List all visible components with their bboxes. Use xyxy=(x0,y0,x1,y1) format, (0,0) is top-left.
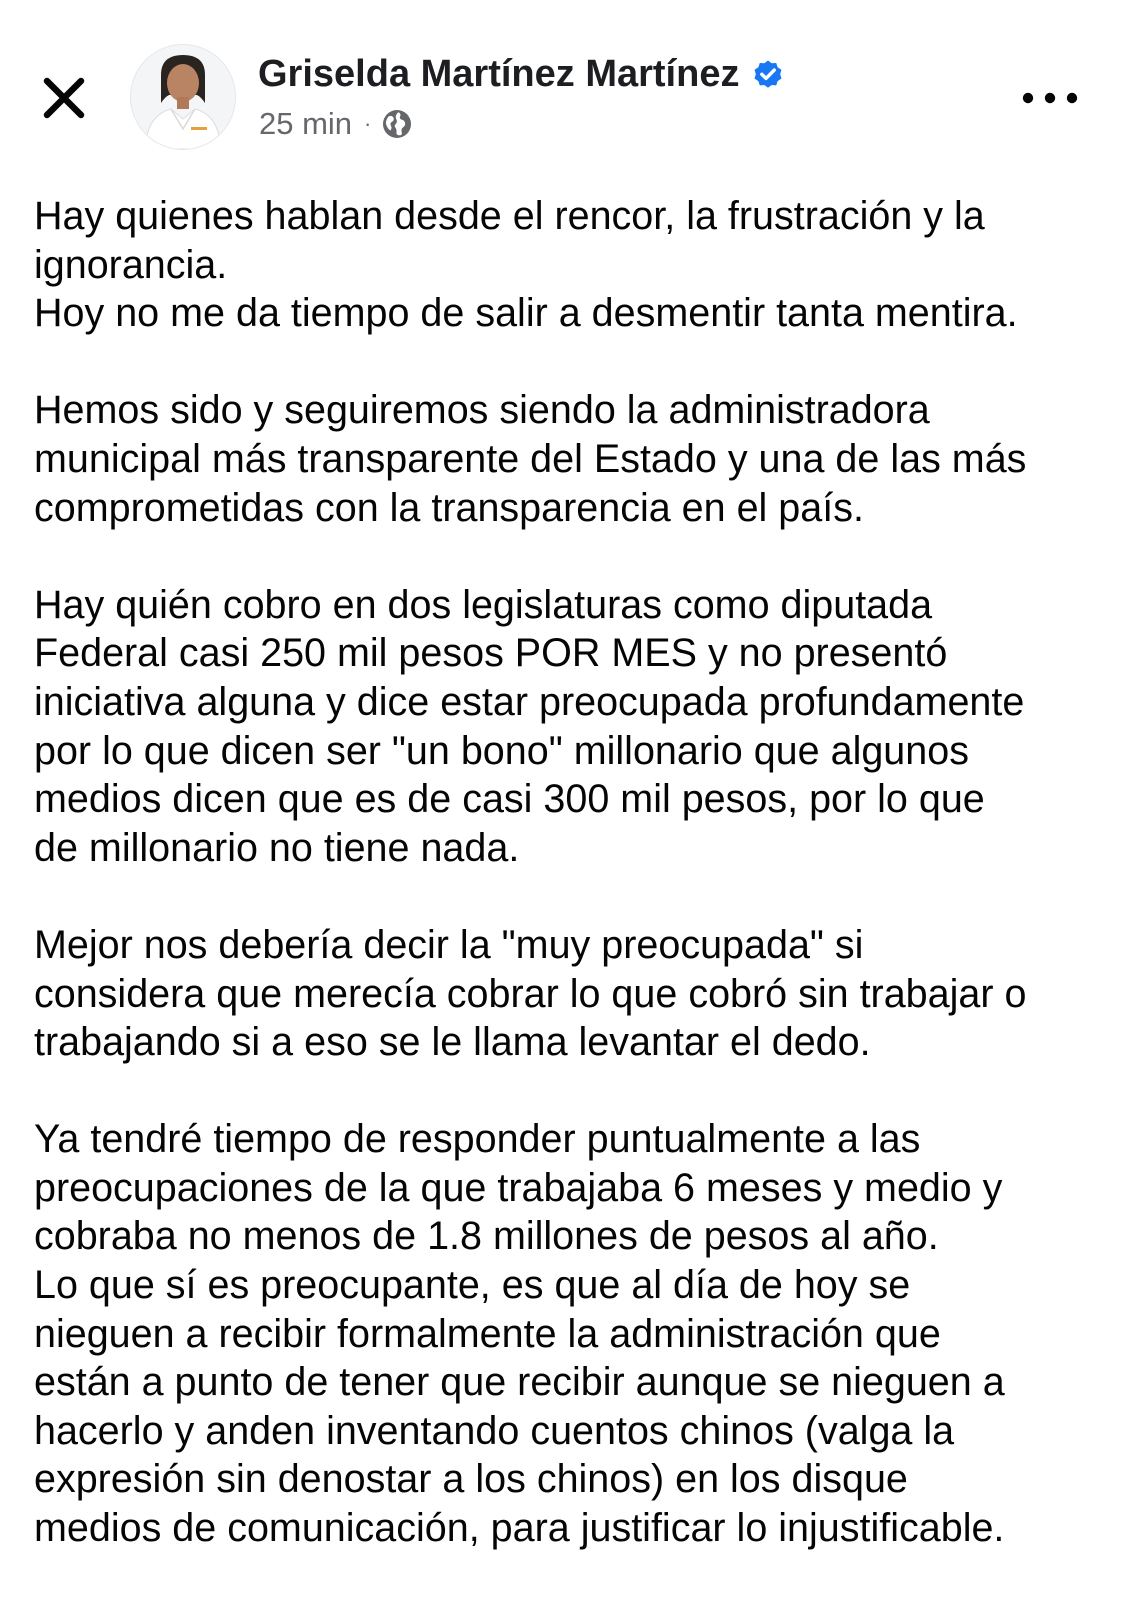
author-name-row xyxy=(258,50,785,98)
post-meta xyxy=(259,104,413,144)
post-paragraph: Hay quién cobro en dos legislaturas como diputada Federal casi 250 mil pesos POR MES y no presentó iniciativa alguna y dice estar preocupada profundamente por lo que dicen ser "un bono" millonario que algunos medios dicen que es de casi 300 mil pesos, por lo que de millonario no tiene nada. xyxy=(34,582,1025,870)
close-icon xyxy=(40,74,88,122)
post-paragraph: Hemos sido y seguiremos siendo la administradora municipal más transparente del Estado y una de las más comprometidas con la transparencia en el país. xyxy=(34,388,1027,530)
author-name[interactable]: Griselda Martínez Martínez xyxy=(258,52,740,95)
more-options-button[interactable] xyxy=(1018,78,1082,118)
author-avatar[interactable] xyxy=(130,44,236,150)
globe-icon[interactable] xyxy=(381,108,413,140)
post-header xyxy=(0,0,1136,170)
profile-photo xyxy=(131,45,235,149)
close-button[interactable] xyxy=(40,74,88,122)
post-body xyxy=(34,192,1114,1553)
meta-separator: · xyxy=(364,111,372,136)
post-paragraph: Hay quienes hablan desde el rencor, la frustración y la ignorancia. Hoy no me da tiempo de salir a desmentir tanta mentira. xyxy=(34,194,1018,336)
post-timestamp[interactable]: 25 min xyxy=(259,106,353,141)
verified-badge-icon xyxy=(751,57,785,91)
more-options-icon xyxy=(1018,78,1082,118)
post-paragraph: Ya tendré tiempo de responder puntualmente a las preocupaciones de la que trabajaba 6 meses y medio y cobraba no menos de 1.8 millones de pesos al año. Lo que sí es preocupante, es que al día de hoy se nieguen a recibir formalmente la administración que están a punto de tener que recibir aunque se nieguen a hacerlo y anden inventando cuentos chinos (valga la expresión sin denostar a los chinos) en los disque medios de comunicación, para justificar lo injustificable. xyxy=(34,1117,1005,1551)
post-paragraph: Mejor nos debería decir la "muy preocupada" si considera que merecía cobrar lo que cobró sin trabajar o trabajando si a eso se le llama levantar el dedo. xyxy=(34,922,1027,1065)
